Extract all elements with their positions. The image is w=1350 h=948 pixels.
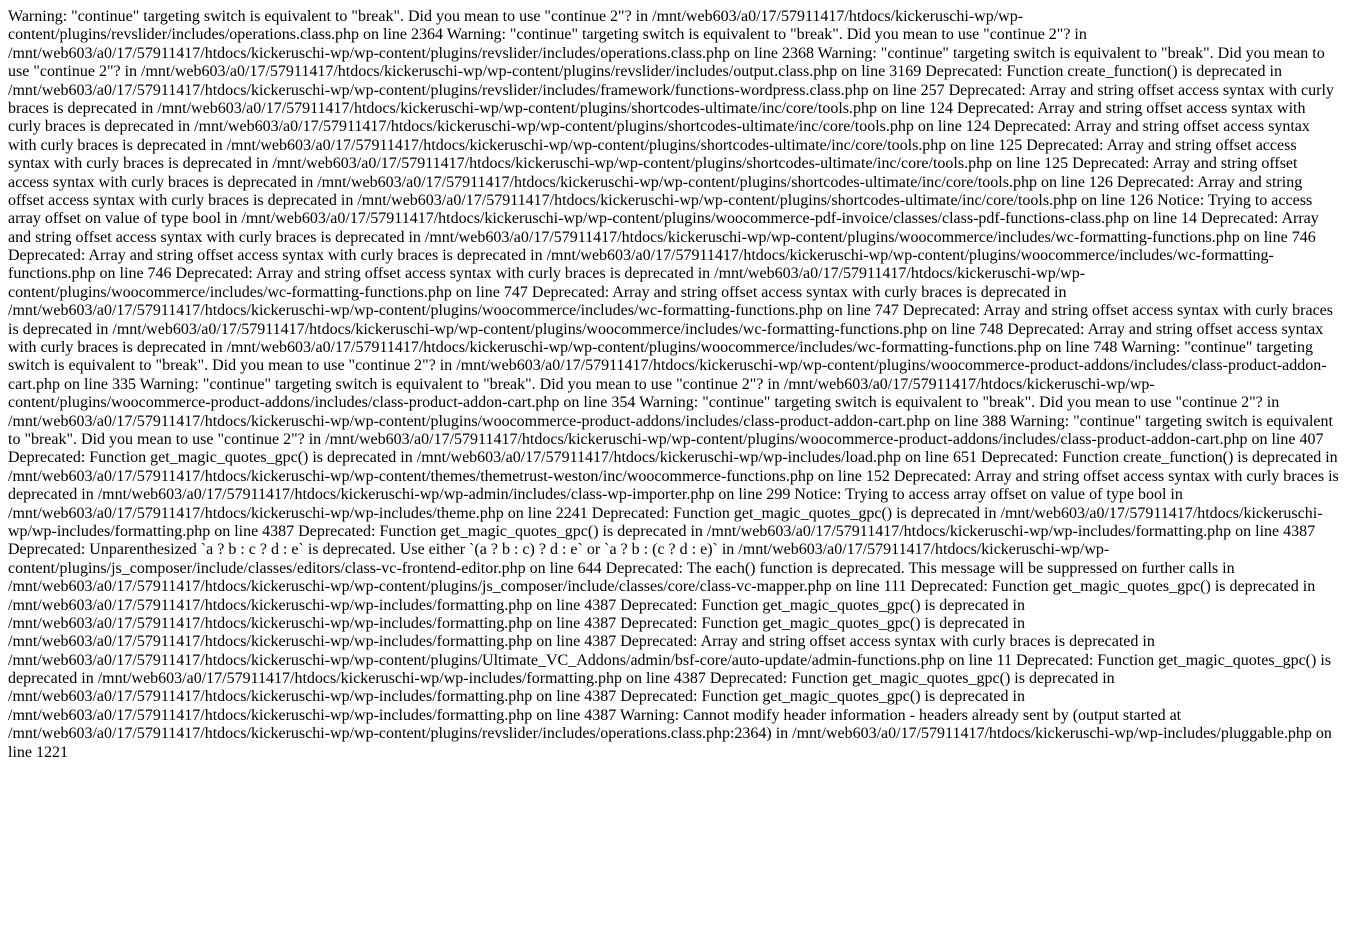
php-error-log: Warning: "continue" targeting switch is equivalent to "break". Did you mean to use "continue 2"? in /mnt/web603/a0/17/57911417/htdocs/kickeruschi-wp/wp-content/plugins/revslider/includes/operations.class.php on line 2364 Warning: "continue" targeting switch is equivalent to "break". Did you mean to use "continue 2"? in /mnt/web603/a0/17/57911417/htdocs/kickeruschi-wp/wp-content/plugins/revslider/includes/operations.class.php on line 2368 Warning: "continue" targeting switch is equivalent to "break". Did you mean to use "continue 2"? in /mnt/web603/a0/17/57911417/htdocs/kickeruschi-wp/wp-content/plugins/revslider/includes/output.class.php on line 3169 Deprecated: Function create_function() is deprecated in /mnt/web603/a0/17/57911417/htdocs/kickeruschi-wp/wp-content/plugins/revslider/includes/framework/functions-wordpress.class.php on line 257 Deprecated: Array and string offset access syntax with curly braces is deprecated in /mnt/web603/a0/17/57911417/htdocs/kickeruschi-wp/wp-content/plugins/shortcodes-ultimate/inc/core/tools.php on line 124 Deprecated: Array and string offset access syntax with curly braces is deprecated in /mnt/web603/a0/17/57911417/htdocs/kickeruschi-wp/wp-content/plugins/shortcodes-ultimate/inc/core/tools.php on line 124 Deprecated: Array and string offset access syntax with curly braces is deprecated in /mnt/web603/a0/17/57911417/htdocs/kickeruschi-wp/wp-content/plugins/shortcodes-ultimate/inc/core/tools.php on line 125 Deprecated: Array and string offset access syntax with curly braces is deprecated in /mnt/web603/a0/17/57911417/htdocs/kickeruschi-wp/wp-content/plugins/shortcodes-ultimate/inc/core/tools.php on line 125 Deprecated: Array and string offset access syntax with curly braces is deprecated in /mnt/web603/a0/17/57911417/htdocs/kickeruschi-wp/wp-content/plugins/shortcodes-ultimate/inc/core/tools.php on line 126 Deprecated: Array and string offset access syntax with curly braces is deprecated in /mnt/web603/a0/17/57911417/htdocs/kickeruschi-wp/wp-content/plugins/shortcodes-ultimate/inc/core/tools.php on line 126 Notice: Trying to access array offset on value of type bool in /mnt/web603/a0/17/57911417/htdocs/kickeruschi-wp/wp-content/plugins/woocommerce-pdf-invoice/classes/class-pdf-functions-class.php on line 14 Deprecated: Array and string offset access syntax with curly braces is deprecated in /mnt/web603/a0/17/57911417/htdocs/kickeruschi-wp/wp-content/plugins/woocommerce/includes/wc-formatting-functions.php on line 746 Deprecated: Array and string offset access syntax with curly braces is deprecated in /mnt/web603/a0/17/57911417/htdocs/kickeruschi-wp/wp-content/plugins/woocommerce/includes/wc-formatting-functions.php on line 746 Deprecated: Array and string offset access syntax with curly braces is deprecated in /mnt/web603/a0/17/57911417/htdocs/kickeruschi-wp/wp-content/plugins/woocommerce/includes/wc-formatting-functions.php on line 747 Deprecated: Array and string offset access syntax with curly braces is deprecated in /mnt/web603/a0/17/57911417/htdocs/kickeruschi-wp/wp-content/plugins/woocommerce/includes/wc-formatting-functions.php on line 747 Deprecated: Array and string offset access syntax with curly braces is deprecated in /mnt/web603/a0/17/57911417/htdocs/kickeruschi-wp/wp-content/plugins/woocommerce/includes/wc-formatting-functions.php on line 748 Deprecated: Array and string offset access syntax with curly braces is deprecated in /mnt/web603/a0/17/57911417/htdocs/kickeruschi-wp/wp-content/plugins/woocommerce/includes/wc-formatting-functions.php on line 748 Warning: "continue" targeting switch is equivalent to "break". Did you mean to use "continue 2"? in /mnt/web603/a0/17/57911417/htdocs/kickeruschi-wp/wp-content/plugins/woocommerce-product-addons/includes/class-product-addon-cart.php on line 335 Warning: "continue" targeting switch is equivalent to "break". Did you mean to use "continue 2"? in /mnt/web603/a0/17/57911417/htdocs/kickeruschi-wp/wp-content/plugins/woocommerce-product-addons/includes/class-product-addon-cart.php on line 354 Warning: "continue" targeting switch is equivalent to "break". Did you mean to use "continue 2"? in /mnt/web603/a0/17/57911417/htdocs/kickeruschi-wp/wp-content/plugins/woocommerce-product-addons/includes/class-product-addon-cart.php on line 388 Warning: "continue" targeting switch is equivalent to "break". Did you mean to use "continue 2"? in /mnt/web603/a0/17/57911417/htdocs/kickeruschi-wp/wp-content/plugins/woocommerce-product-addons/includes/class-product-addon-cart.php on line 407 Deprecated: Function get_magic_quotes_gpc() is deprecated in /mnt/web603/a0/17/57911417/htdocs/kickeruschi-wp/wp-includes/load.php on line 651 Deprecated: Function create_function() is deprecated in /mnt/web603/a0/17/57911417/htdocs/kickeruschi-wp/wp-content/themes/themetrust-weston/inc/woocommerce-functions.php on line 152 Deprecated: Array and string offset access syntax with curly braces is deprecated in /mnt/web603/a0/17/57911417/htdocs/kickeruschi-wp/wp-admin/includes/class-wp-importer.php on line 299 Notice: Trying to access array offset on value of type bool in /mnt/web603/a0/17/57911417/htdocs/kickeruschi-wp/wp-includes/theme.php on line 2241 Deprecated: Function get_magic_quotes_gpc() is deprecated in /mnt/web603/a0/17/57911417/htdocs/kickeruschi-wp/wp-includes/formatting.php on line 4387 Deprecated: Function get_magic_quotes_gpc() is deprecated in /mnt/web603/a0/17/57911417/htdocs/kickeruschi-wp/wp-includes/formatting.php on line 4387 Deprecated: Unparenthesized `a ? b : c ? d : e` is deprecated. Use either `(a ? b : c) ? d : e` or `a ? b : (c ? d : e)` in /mnt/web603/a0/17/57911417/htdocs/kickeruschi-wp/wp-content/plugins/js_composer/include/classes/editors/class-vc-frontend-editor.php on line 644 Deprecated: The each() function is deprecated. This message will be suppressed on further calls in /mnt/web603/a0/17/57911417/htdocs/kickeruschi-wp/wp-content/plugins/js_composer/include/classes/core/class-vc-mapper.php on line 111 Deprecated: Function get_magic_quotes_gpc() is deprecated in /mnt/web603/a0/17/57911417/htdocs/kickeruschi-wp/wp-includes/formatting.php on line 4387 Deprecated: Function get_magic_quotes_gpc() is deprecated in /mnt/web603/a0/17/57911417/htdocs/kickeruschi-wp/wp-includes/formatting.php on line 4387 Deprecated: Function get_magic_quotes_gpc() is deprecated in /mnt/web603/a0/17/57911417/htdocs/kickeruschi-wp/wp-includes/formatting.php on line 4387 Deprecated: Array and string offset access syntax with curly braces is deprecated in /mnt/web603/a0/17/57911417/htdocs/kickeruschi-wp/wp-content/plugins/Ultimate_VC_Addons/admin/bsf-core/auto-update/admin-functions.php on line 11 Deprecated: Function get_magic_quotes_gpc() is deprecated in /mnt/web603/a0/17/57911417/htdocs/kickeruschi-wp/wp-includes/formatting.php on line 4387 Deprecated: Function get_magic_quotes_gpc() is deprecated in /mnt/web603/a0/17/57911417/htdocs/kickeruschi-wp/wp-includes/formatting.php on line 4387 Deprecated: Function get_magic_quotes_gpc() is deprecated in /mnt/web603/a0/17/57911417/htdocs/kickeruschi-wp/wp-includes/formatting.php on line 4387 Warning: Cannot modify header information - headers already sent by (output started at /mnt/web603/a0/17/57911417/htdocs/kickeruschi-wp/wp-content/plugins/revslider/includes/operations.class.php:2364) in /mnt/web603/a0/17/57911417/htdocs/kickeruschi-wp/wp-includes/pluggable.php on line 1221 xyxy=(8,8,1339,761)
